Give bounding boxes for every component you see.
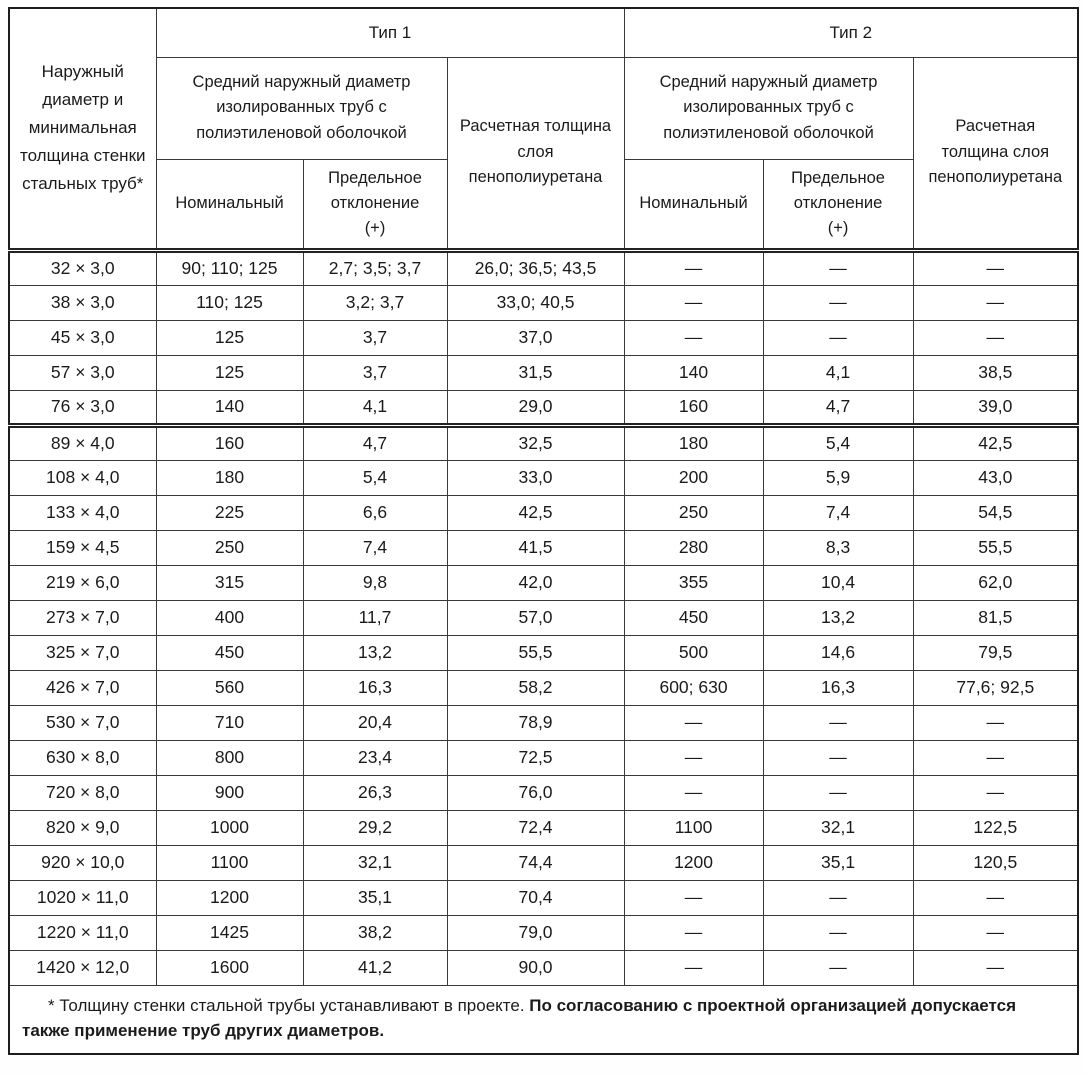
cell-t2-nominal: 250 [624,495,763,530]
cell-t1-nominal: 900 [156,775,303,810]
cell-t2-thickness: — [913,250,1078,285]
cell-t2-thickness: — [913,740,1078,775]
cell-t1-nominal: 110; 125 [156,285,303,320]
cell-t1-nominal: 560 [156,670,303,705]
cell-t1-thickness: 70,4 [447,880,624,915]
deviation-label: Предельное отклонение [791,169,885,213]
header-row-types [9,8,1078,57]
footnote [9,985,1078,1054]
table-row [9,845,1078,880]
cell-t2-deviation: — [763,880,913,915]
cell-t2-nominal: 1100 [624,810,763,845]
cell-pipe: 920 × 10,0 [9,845,156,880]
cell-t1-thickness: 74,4 [447,845,624,880]
cell-t2-thickness: 43,0 [913,460,1078,495]
table-row [9,880,1078,915]
cell-pipe: 720 × 8,0 [9,775,156,810]
cell-t1-deviation: 7,4 [303,530,447,565]
cell-t1-thickness: 55,5 [447,635,624,670]
cell-t2-thickness: 42,5 [913,425,1078,460]
cell-pipe: 159 × 4,5 [9,530,156,565]
cell-t1-thickness: 42,0 [447,565,624,600]
cell-t2-thickness: 79,5 [913,635,1078,670]
cell-t1-nominal: 400 [156,600,303,635]
cell-t1-nominal: 125 [156,355,303,390]
pipe-insulation-table [8,7,1079,1055]
cell-t2-thickness: 38,5 [913,355,1078,390]
cell-t2-nominal: — [624,705,763,740]
table-row [9,390,1078,425]
cell-t2-thickness: 77,6; 92,5 [913,670,1078,705]
cell-pipe: 89 × 4,0 [9,425,156,460]
cell-t2-nominal: 1200 [624,845,763,880]
cell-t2-nominal: 160 [624,390,763,425]
table-row [9,635,1078,670]
cell-t2-thickness: 120,5 [913,845,1078,880]
cell-t2-nominal: 180 [624,425,763,460]
header-type1-nominal: Номинальный [156,159,303,250]
table-row [9,600,1078,635]
cell-t2-deviation: 5,9 [763,460,913,495]
cell-t1-nominal: 1425 [156,915,303,950]
cell-t2-thickness: — [913,950,1078,985]
header-pipe-diameter: Наружный диаметр и минимальная толщина стенки стальных труб* [9,8,156,250]
header-type1: Тип 1 [156,8,624,57]
cell-t2-thickness: — [913,775,1078,810]
cell-t2-nominal: 280 [624,530,763,565]
cell-t1-deviation: 9,8 [303,565,447,600]
cell-pipe: 32 × 3,0 [9,250,156,285]
cell-t1-thickness: 78,9 [447,705,624,740]
cell-t1-thickness: 31,5 [447,355,624,390]
cell-t1-deviation: 20,4 [303,705,447,740]
cell-t2-deviation: — [763,740,913,775]
cell-pipe: 273 × 7,0 [9,600,156,635]
cell-t2-nominal: — [624,950,763,985]
cell-t2-nominal: 500 [624,635,763,670]
cell-t1-thickness: 29,0 [447,390,624,425]
cell-t2-deviation: 10,4 [763,565,913,600]
cell-pipe: 1220 × 11,0 [9,915,156,950]
cell-pipe: 219 × 6,0 [9,565,156,600]
footnote-text: * Толщину стенки стальной трубы устанавливают в проекте. [48,995,530,1015]
cell-t2-nominal: 600; 630 [624,670,763,705]
deviation-label: Предельное отклонение [328,169,422,213]
header-type2: Тип 2 [624,8,1078,57]
deviation-plus-sign: (+) [364,218,386,237]
cell-t1-thickness: 58,2 [447,670,624,705]
header-row-avg-diameter [9,57,1078,159]
cell-t1-thickness: 42,5 [447,495,624,530]
cell-t1-thickness: 26,0; 36,5; 43,5 [447,250,624,285]
cell-t2-deviation: 4,7 [763,390,913,425]
header-type2-deviation [763,159,913,250]
cell-t2-nominal: — [624,320,763,355]
cell-t1-nominal: 800 [156,740,303,775]
footnote-text-block [22,993,1065,1044]
header-type1-deviation [303,159,447,250]
cell-pipe: 426 × 7,0 [9,670,156,705]
cell-t1-nominal: 1600 [156,950,303,985]
cell-t1-deviation: 26,3 [303,775,447,810]
cell-t2-thickness: — [913,285,1078,320]
cell-t2-thickness: — [913,915,1078,950]
cell-t2-deviation: 7,4 [763,495,913,530]
table-row [9,320,1078,355]
cell-t1-thickness: 33,0; 40,5 [447,285,624,320]
cell-t1-nominal: 710 [156,705,303,740]
cell-t2-deviation: 8,3 [763,530,913,565]
cell-t2-nominal: — [624,915,763,950]
cell-t2-deviation: — [763,775,913,810]
cell-t2-thickness: — [913,705,1078,740]
cell-t2-thickness: 81,5 [913,600,1078,635]
cell-t2-nominal: 450 [624,600,763,635]
cell-t1-nominal: 1200 [156,880,303,915]
cell-t2-deviation: 32,1 [763,810,913,845]
cell-t1-deviation: 5,4 [303,460,447,495]
cell-t2-nominal: 140 [624,355,763,390]
cell-t2-deviation: 35,1 [763,845,913,880]
table-row [9,775,1078,810]
cell-t2-nominal: — [624,250,763,285]
cell-t2-thickness: 62,0 [913,565,1078,600]
cell-t1-deviation: 23,4 [303,740,447,775]
table-row [9,950,1078,985]
cell-t1-nominal: 450 [156,635,303,670]
table-row [9,810,1078,845]
cell-t1-deviation: 3,7 [303,320,447,355]
cell-t1-nominal: 160 [156,425,303,460]
cell-t2-thickness: 55,5 [913,530,1078,565]
cell-t2-deviation: — [763,285,913,320]
cell-t1-nominal: 140 [156,390,303,425]
table-row [9,355,1078,390]
cell-pipe: 1020 × 11,0 [9,880,156,915]
cell-t1-deviation: 16,3 [303,670,447,705]
cell-t1-deviation: 32,1 [303,845,447,880]
cell-t1-nominal: 250 [156,530,303,565]
cell-t1-deviation: 2,7; 3,5; 3,7 [303,250,447,285]
cell-t2-nominal: — [624,880,763,915]
cell-t2-deviation: — [763,915,913,950]
table-row [9,425,1078,460]
table-row [9,285,1078,320]
cell-pipe: 630 × 8,0 [9,740,156,775]
cell-pipe: 820 × 9,0 [9,810,156,845]
cell-pipe: 325 × 7,0 [9,635,156,670]
cell-t1-deviation: 35,1 [303,880,447,915]
cell-t1-thickness: 37,0 [447,320,624,355]
header-type2-pur-thickness: Расчетная толщина слоя пенополиуретана [913,57,1078,250]
cell-t1-thickness: 79,0 [447,915,624,950]
cell-t1-thickness: 41,5 [447,530,624,565]
cell-t1-deviation: 3,2; 3,7 [303,285,447,320]
footnote-bold-text: По согласованию с проектной организацией допускается также применение труб других диаметров. [22,995,1016,1040]
table-row [9,670,1078,705]
header-type2-nominal: Номинальный [624,159,763,250]
cell-t2-nominal: — [624,775,763,810]
cell-t2-deviation: 13,2 [763,600,913,635]
cell-t1-nominal: 225 [156,495,303,530]
cell-t2-thickness: 54,5 [913,495,1078,530]
cell-t1-thickness: 57,0 [447,600,624,635]
table-row [9,740,1078,775]
table-row [9,530,1078,565]
cell-t2-deviation: 4,1 [763,355,913,390]
header-type1-avg-diameter: Средний наружный диаметр изолированных труб с полиэтиленовой оболочкой [156,57,447,159]
cell-t1-nominal: 90; 110; 125 [156,250,303,285]
cell-t2-nominal: — [624,740,763,775]
cell-t2-thickness: 39,0 [913,390,1078,425]
cell-t1-deviation: 3,7 [303,355,447,390]
cell-t1-thickness: 72,4 [447,810,624,845]
cell-pipe: 530 × 7,0 [9,705,156,740]
cell-t1-nominal: 1100 [156,845,303,880]
cell-t1-nominal: 180 [156,460,303,495]
cell-t1-nominal: 1000 [156,810,303,845]
deviation-plus-sign: (+) [827,218,849,237]
table-row [9,705,1078,740]
cell-t1-deviation: 6,6 [303,495,447,530]
cell-t1-thickness: 72,5 [447,740,624,775]
table-body [9,250,1078,985]
header-type1-pur-thickness: Расчетная толщина слоя пенополиуретана [447,57,624,250]
cell-pipe: 45 × 3,0 [9,320,156,355]
table-row [9,495,1078,530]
cell-t1-deviation: 41,2 [303,950,447,985]
cell-t2-deviation: 5,4 [763,425,913,460]
cell-pipe: 57 × 3,0 [9,355,156,390]
cell-t1-thickness: 33,0 [447,460,624,495]
cell-t2-deviation: 16,3 [763,670,913,705]
table-row [9,250,1078,285]
cell-t1-thickness: 90,0 [447,950,624,985]
cell-pipe: 1420 × 12,0 [9,950,156,985]
cell-t1-nominal: 125 [156,320,303,355]
cell-t2-deviation: — [763,250,913,285]
cell-t2-thickness: 122,5 [913,810,1078,845]
cell-t1-deviation: 29,2 [303,810,447,845]
cell-t2-thickness: — [913,880,1078,915]
cell-t1-deviation: 4,1 [303,390,447,425]
header-type2-avg-diameter: Средний наружный диаметр изолированных труб с полиэтиленовой оболочкой [624,57,913,159]
cell-t2-nominal: 200 [624,460,763,495]
table-row [9,565,1078,600]
cell-pipe: 133 × 4,0 [9,495,156,530]
cell-t1-deviation: 11,7 [303,600,447,635]
cell-pipe: 38 × 3,0 [9,285,156,320]
cell-t1-thickness: 32,5 [447,425,624,460]
cell-pipe: 108 × 4,0 [9,460,156,495]
cell-t2-deviation: — [763,320,913,355]
cell-t1-deviation: 4,7 [303,425,447,460]
cell-t1-deviation: 38,2 [303,915,447,950]
cell-t1-thickness: 76,0 [447,775,624,810]
cell-t2-deviation: 14,6 [763,635,913,670]
footnote-row [9,985,1078,1054]
table-row [9,915,1078,950]
cell-t2-deviation: — [763,705,913,740]
cell-t2-nominal: 355 [624,565,763,600]
cell-t2-thickness: — [913,320,1078,355]
cell-t2-nominal: — [624,285,763,320]
cell-t1-nominal: 315 [156,565,303,600]
cell-t1-deviation: 13,2 [303,635,447,670]
cell-pipe: 76 × 3,0 [9,390,156,425]
cell-t2-deviation: — [763,950,913,985]
table-row [9,460,1078,495]
